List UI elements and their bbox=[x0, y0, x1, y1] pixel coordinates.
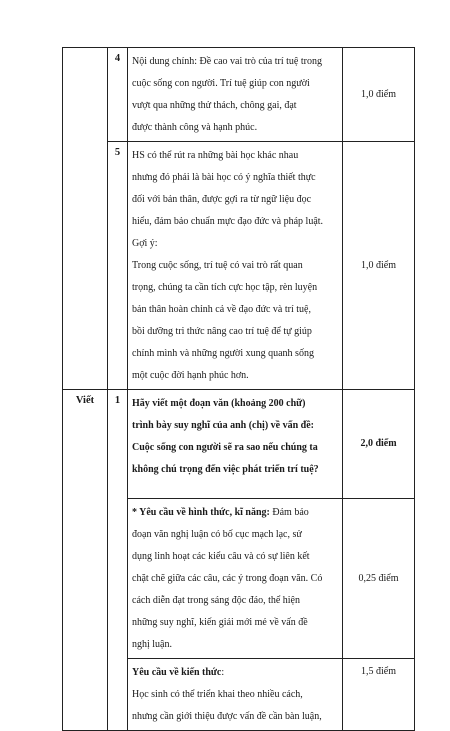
score-cell: 0,25 điểm bbox=[343, 499, 415, 659]
requirement-line: đoạn văn nghị luận có bố cục mạch lạc, sử bbox=[132, 529, 302, 540]
answer-content bbox=[128, 48, 343, 142]
answer-line: chính mình và những người xung quanh sống bbox=[132, 348, 314, 359]
answer-line: bản thân hoàn chỉnh cả về đạo đức và trí tuệ, bbox=[132, 304, 311, 315]
requirement-line: cách diễn đạt trong sáng độc đáo, thể hiện bbox=[132, 595, 300, 606]
answer-line: HS có thể rút ra những bài học khác nhau bbox=[132, 150, 299, 161]
knowledge-requirements bbox=[128, 659, 343, 731]
answer-line: hiểu, đảm bảo chuẩn mực đạo đức và pháp luật. bbox=[132, 216, 324, 227]
table-row bbox=[63, 142, 415, 390]
answer-line: bồi dưỡng tri thức nâng cao trí tuệ để tự giúp bbox=[132, 326, 312, 337]
requirement-line: nhưng cần giới thiệu được vấn đề cần bàn luận, bbox=[132, 711, 322, 722]
table-row bbox=[63, 48, 415, 142]
requirement-line: chặt chẽ giữa các câu, các ý trong đoạn văn. Có bbox=[132, 573, 323, 584]
writing-prompt bbox=[128, 390, 343, 499]
question-number: 4 bbox=[108, 48, 128, 142]
prompt-line: Cuộc sống con người sẽ ra sao nếu chúng ta bbox=[132, 442, 318, 453]
table-row bbox=[63, 390, 415, 499]
score-cell: 2,0 điểm bbox=[343, 390, 415, 499]
answer-line: Gợi ý: bbox=[132, 238, 158, 249]
prompt-line: Hãy viết một đoạn văn (khoảng 200 chữ) bbox=[132, 398, 306, 409]
form-requirements bbox=[128, 499, 343, 659]
requirement-line: nghị luận. bbox=[132, 639, 172, 650]
answer-key-table bbox=[62, 47, 415, 731]
answer-line: vượt qua những thử thách, chông gai, đạt bbox=[132, 100, 297, 111]
answer-line: được thành công và hạnh phúc. bbox=[132, 122, 258, 133]
answer-line: một cuộc đời hạnh phúc hơn. bbox=[132, 370, 249, 381]
answer-line: đối với bản thân, được gợi ra từ ngữ liệu đọc bbox=[132, 194, 312, 205]
score-cell: 1,5 điểm bbox=[343, 659, 415, 731]
requirement-line: những suy nghĩ, kiến giải mới mẻ về vấn đề bbox=[132, 617, 308, 628]
answer-line: trọng, chúng ta cần tích cực học tập, rèn luyện bbox=[132, 282, 318, 293]
requirement-line: Yêu cầu về kiến thức: bbox=[132, 667, 225, 678]
requirement-line: Học sinh có thể triển khai theo nhiều cách, bbox=[132, 689, 303, 700]
prompt-line: trình bày suy nghĩ của anh (chị) về vấn đề: bbox=[132, 420, 314, 431]
score-cell: 1,0 điểm bbox=[343, 142, 415, 390]
question-number: 5 bbox=[108, 142, 128, 390]
section-cell: Viết bbox=[63, 390, 108, 731]
answer-line: Nội dung chính: Đề cao vai trò của trí tuệ trong bbox=[132, 56, 322, 67]
question-number: 1 bbox=[108, 390, 128, 731]
answer-line: cuộc sống con người. Trí tuệ giúp con người bbox=[132, 78, 310, 89]
answer-line: Trong cuộc sống, trí tuệ có vai trò rất quan bbox=[132, 260, 303, 271]
requirement-line: dụng linh hoạt các kiểu câu và có sự liên kết bbox=[132, 551, 310, 562]
answer-line: nhưng đó phải là bài học có ý nghĩa thiết thực bbox=[132, 172, 316, 183]
answer-content bbox=[128, 142, 343, 390]
section-cell bbox=[63, 48, 108, 390]
requirement-line: * Yêu cầu về hình thức, kĩ năng: Đảm bảo bbox=[132, 507, 309, 518]
prompt-line: không chú trọng đến việc phát triển trí tuệ? bbox=[132, 464, 319, 475]
score-cell: 1,0 điểm bbox=[343, 48, 415, 142]
